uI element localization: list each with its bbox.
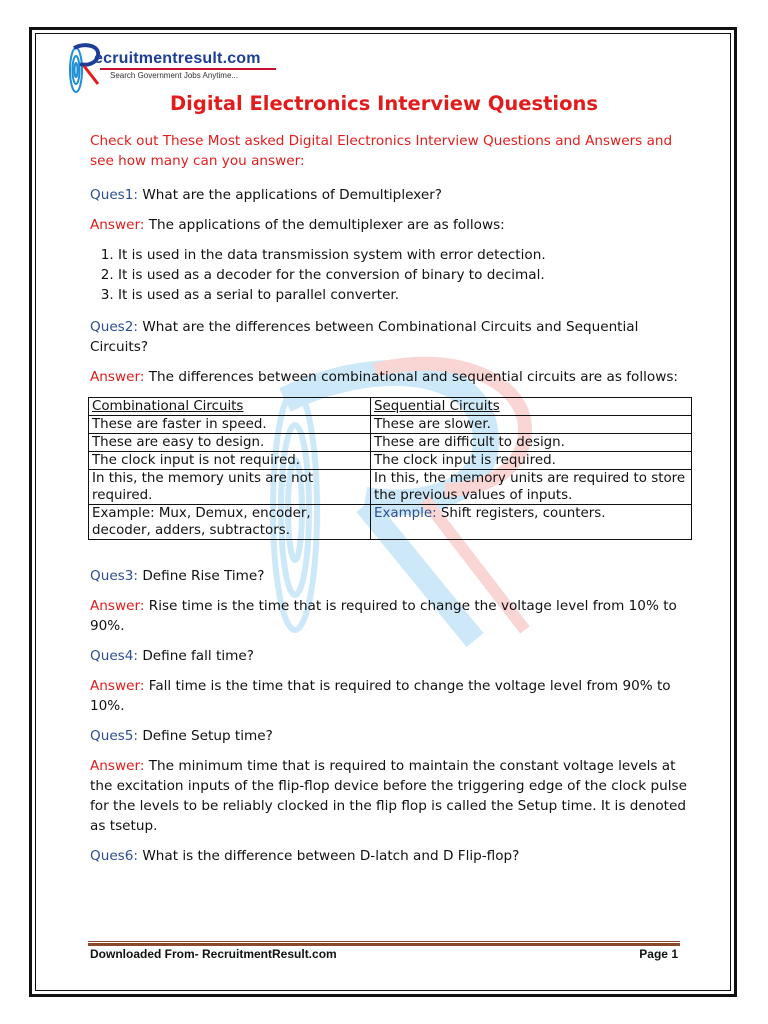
question-label: Ques4:	[90, 648, 138, 664]
list-item: 2. It is used as a decoder for the conversion of binary to decimal.	[118, 265, 690, 285]
spiral-r-logo-icon	[64, 40, 100, 96]
table-header-row	[89, 398, 692, 416]
footer-rule-thin	[88, 941, 680, 942]
comparison-table	[88, 397, 692, 540]
table-cell: These are faster in speed.	[89, 416, 371, 434]
page-title: Digital Electronics Interview Questions	[169, 92, 599, 115]
answer-label: Answer:	[90, 678, 145, 694]
question-text: Define fall time?	[142, 648, 254, 664]
question-3	[90, 566, 690, 586]
table-cell: These are slower.	[371, 416, 692, 434]
question-5	[90, 726, 690, 746]
answer-1	[90, 215, 690, 235]
question-label: Ques1:	[90, 187, 138, 203]
table-cell: In this, the memory units are not required.	[89, 470, 371, 505]
document-body	[90, 131, 690, 876]
table-cell	[371, 505, 692, 540]
question-6	[90, 846, 690, 866]
table-row	[89, 416, 692, 434]
footer-source: Downloaded From- RecruitmentResult.com	[90, 947, 337, 961]
logo-underline	[100, 68, 276, 70]
answer-3	[90, 596, 690, 636]
answer-text: Rise time is the time that is required to change the voltage level from 10% to 90%.	[90, 598, 677, 634]
question-text: What are the differences between Combinational Circuits and Sequential Circuits?	[90, 319, 639, 355]
answer-2	[90, 367, 690, 387]
question-2	[90, 317, 690, 357]
table-row	[89, 505, 692, 540]
table-cell: These are difficult to design.	[371, 434, 692, 452]
logo-tagline: Search Government Jobs Anytime...	[110, 71, 239, 80]
table-header: Combinational Circuits	[89, 398, 371, 416]
answer-label: Answer:	[90, 758, 145, 774]
question-text: What are the applications of Demultiplexer?	[142, 187, 443, 203]
question-label: Ques2:	[90, 319, 138, 335]
question-label: Ques6:	[90, 848, 138, 864]
table-cell: The clock input is not required.	[89, 452, 371, 470]
example-text: Shift registers, counters.	[440, 506, 606, 521]
table-cell: These are easy to design.	[89, 434, 371, 452]
answer-4	[90, 676, 690, 716]
answer-label: Answer:	[90, 217, 145, 233]
table-cell: The clock input is required.	[371, 452, 692, 470]
list-item: 3. It is used as a serial to parallel converter.	[118, 285, 690, 305]
question-label: Ques5:	[90, 728, 138, 744]
question-label: Ques3:	[90, 568, 138, 584]
question-text: What is the difference between D-latch and D Flip-flop?	[142, 848, 520, 864]
logo-brand-text: ecruitmentresult.com	[94, 50, 261, 67]
table-row	[89, 434, 692, 452]
page-number: Page 1	[639, 947, 678, 961]
question-text: Define Rise Time?	[142, 568, 265, 584]
site-logo	[64, 40, 294, 96]
answer-text: Fall time is the time that is required to change the voltage level from 90% to 10%.	[90, 678, 671, 714]
intro-text: Check out These Most asked Digital Electronics Interview Questions and Answers and see how many can you answer:	[90, 133, 673, 169]
example-label: Example:	[374, 506, 437, 521]
answer-1-list	[90, 245, 690, 305]
question-4	[90, 646, 690, 666]
question-1	[90, 185, 690, 205]
answer-label: Answer:	[90, 369, 145, 385]
footer-rule	[88, 943, 680, 946]
answer-label: Answer:	[90, 598, 145, 614]
table-row	[89, 452, 692, 470]
question-text: Define Setup time?	[142, 728, 273, 744]
table-cell: In this, the memory units are required to store the previous values of inputs.	[371, 470, 692, 505]
table-row	[89, 470, 692, 505]
answer-text: The differences between combinational and sequential circuits are as follows:	[148, 369, 678, 385]
table-cell: Example: Mux, Demux, encoder, decoder, adders, subtractors.	[89, 505, 371, 540]
answer-text: The applications of the demultiplexer are as follows:	[148, 217, 505, 233]
answer-5	[90, 756, 690, 836]
table-header: Sequential Circuits	[371, 398, 692, 416]
list-item: 1. It is used in the data transmission system with error detection.	[118, 245, 690, 265]
answer-text: The minimum time that is required to maintain the constant voltage levels at the excitation inputs of the flip-flop device before the triggering edge of the clock pulse for the levels to be reliably clocked in the flip flop is called the Setup time. It is denoted as tsetup.	[90, 758, 687, 834]
